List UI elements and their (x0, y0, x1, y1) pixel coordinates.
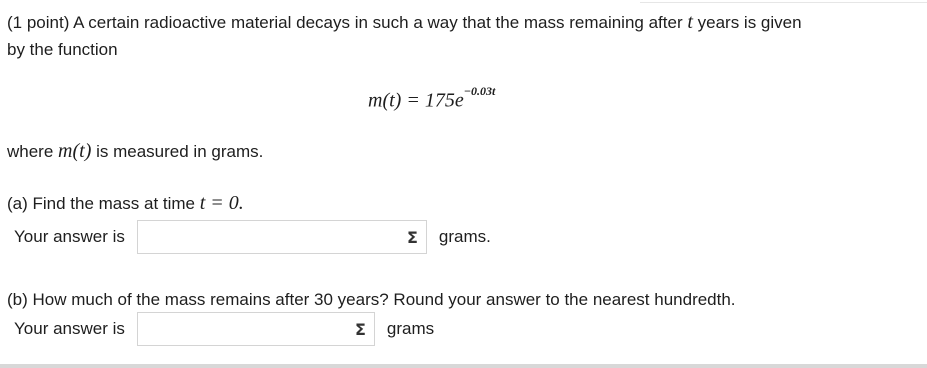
part-b-answer-label: Your answer is (14, 319, 125, 338)
part-a-answer-input[interactable] (137, 220, 427, 254)
problem-intro-line2: by the function (7, 40, 118, 59)
where-suffix: is measured in grams. (96, 142, 264, 161)
part-b-question: (b) How much of the mass remains after 30 years? Round your answer to the nearest hundredth. (7, 290, 736, 309)
part-b-unit: grams (386, 319, 435, 338)
intro-suffix: years is given (697, 13, 802, 32)
part-a-unit: grams. (438, 227, 491, 246)
decay-formula (368, 84, 496, 113)
sigma-icon[interactable]: Σ (406, 227, 418, 247)
part-b-answer-row (14, 312, 434, 346)
part-a-math: t = 0. (199, 192, 244, 214)
where-var: m(t) (58, 140, 92, 162)
where-prefix: where (7, 142, 54, 161)
part-a-question (7, 192, 244, 215)
formula-lhs: m(t) = 175e (368, 89, 464, 112)
part-a-answer-label: Your answer is (14, 227, 125, 246)
part-b-answer-input[interactable] (137, 312, 375, 346)
part-a-answer-row (14, 220, 491, 254)
intro-prefix: (1 point) A certain radioactive material decays in such a way that the mass remaining after (7, 13, 683, 32)
sigma-icon[interactable]: Σ (354, 319, 366, 339)
part-a-prefix: (a) Find the mass at time (7, 194, 196, 213)
formula-exponent: −0.03t (463, 84, 496, 98)
where-statement (7, 140, 263, 163)
bottom-divider (0, 364, 927, 368)
problem-intro (7, 11, 802, 34)
intro-var: t (687, 11, 693, 33)
top-divider (640, 2, 927, 3)
